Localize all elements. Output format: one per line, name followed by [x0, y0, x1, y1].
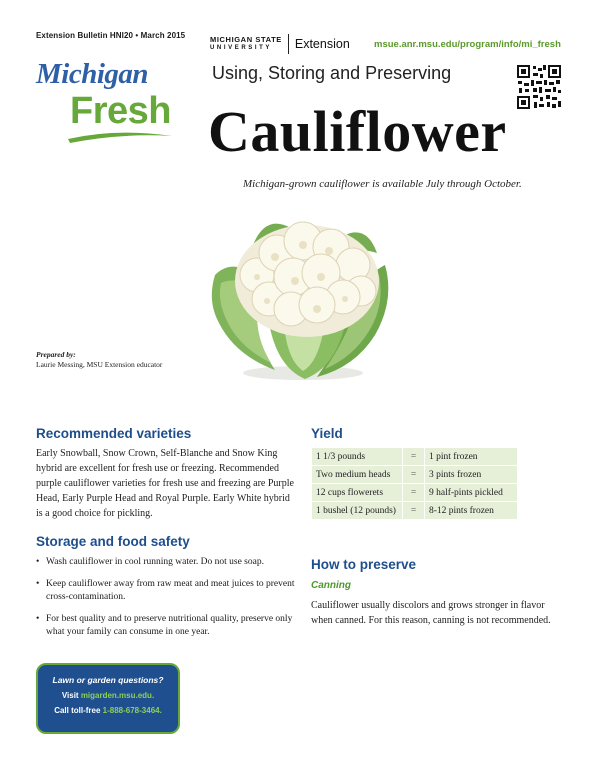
yield-equals: =: [403, 484, 425, 502]
prepared-by: [36, 350, 162, 370]
logo-fresh: Fresh: [70, 90, 171, 132]
cauliflower-image: [205, 205, 395, 385]
callout-call-label: Call toll-free: [54, 706, 101, 715]
yield-table: [311, 447, 518, 520]
bullet-dot-icon: •: [36, 614, 40, 624]
how-to-preserve-heading: How to preserve: [311, 557, 417, 572]
callout-question: Lawn or garden questions?: [52, 675, 164, 685]
prepared-by-label: Prepared by:: [36, 350, 76, 359]
callout-visit-line: [38, 691, 178, 700]
table-row: [312, 466, 518, 484]
yield-equals: =: [403, 448, 425, 466]
garden-questions-callout: [36, 663, 180, 734]
availability-tagline: Michigan-grown cauliflower is available July through October.: [243, 178, 522, 190]
bullet-dot-icon: •: [36, 557, 40, 567]
storage-heading: Storage and food safety: [36, 534, 190, 549]
yield-amount: Two medium heads: [312, 466, 403, 484]
recommended-varieties-heading: Recommended varieties: [36, 426, 192, 441]
msu-extension-logo: [210, 33, 350, 55]
table-row: [312, 484, 518, 502]
page-title: Cauliflower: [208, 99, 507, 164]
storage-item-text: Keep cauliflower away from raw meat and meat juices to prevent cross-contamination.: [46, 579, 295, 602]
prepared-by-name: Laurie Messing, MSU Extension educator: [36, 360, 163, 369]
bullet-dot-icon: •: [36, 579, 40, 589]
yield-amount: 1 1/3 pounds: [312, 448, 403, 466]
yield-result: 1 pint frozen: [425, 448, 518, 466]
yield-result: 9 half-pints pickled: [425, 484, 518, 502]
msu-separator: [288, 34, 289, 54]
msu-wordmark-line1: MICHIGAN STATE: [210, 35, 282, 44]
callout-call-line: [38, 706, 178, 715]
canning-text: Cauliflower usually discolors and grows stronger in flavor when canned. For this reason, canning is not recommended.: [311, 600, 551, 626]
program-url[interactable]: msue.anr.msu.edu/program/info/mi_fresh: [374, 39, 561, 50]
list-item: [36, 578, 298, 604]
canning-subheading: Canning: [311, 580, 351, 591]
yield-result: 3 pints frozen: [425, 466, 518, 484]
yield-equals: =: [403, 502, 425, 520]
qr-code-icon[interactable]: [516, 64, 562, 110]
table-row: [312, 502, 518, 520]
recommended-varieties-text: Early Snowball, Snow Crown, Self-Blanche and Snow King hybrid are excellent for fresh use or freezing. Recommended purple cauliflower varieties for fresh use and freezing are Purple Head, Early Purple Head and Royal Purple. Early White hybrid is a good choice for pickling.: [36, 448, 294, 519]
msu-wordmark: [210, 36, 282, 52]
callout-visit-label: Visit: [61, 691, 79, 700]
logo-michigan: Michigan: [36, 58, 149, 90]
yield-heading: Yield: [311, 426, 343, 441]
msu-wordmark-line2: UNIVERSITY: [210, 45, 273, 51]
extension-label: Extension: [294, 37, 350, 51]
callout-visit-link[interactable]: migarden.msu.edu.: [80, 691, 155, 700]
subtitle: Using, Storing and Preserving: [212, 63, 452, 83]
logo-swoosh-icon: [66, 130, 174, 144]
bulletin-number: Extension Bulletin HNI20 • March 2015: [36, 31, 186, 40]
yield-amount: 1 bushel (12 pounds): [312, 502, 403, 520]
yield-equals: =: [403, 466, 425, 484]
callout-phone[interactable]: 1-888-678-3464.: [102, 706, 162, 715]
table-row: [312, 448, 518, 466]
yield-amount: 12 cups flowerets: [312, 484, 403, 502]
storage-item-text: Wash cauliflower in cool running water. Do not use soap.: [46, 557, 264, 567]
list-item: [36, 613, 298, 639]
yield-result: 8-12 pints frozen: [425, 502, 518, 520]
storage-item-text: For best quality and to preserve nutritional quality, preserve only what your family can consume in one year.: [46, 614, 293, 637]
list-item: [36, 556, 298, 569]
storage-list: [36, 556, 298, 648]
